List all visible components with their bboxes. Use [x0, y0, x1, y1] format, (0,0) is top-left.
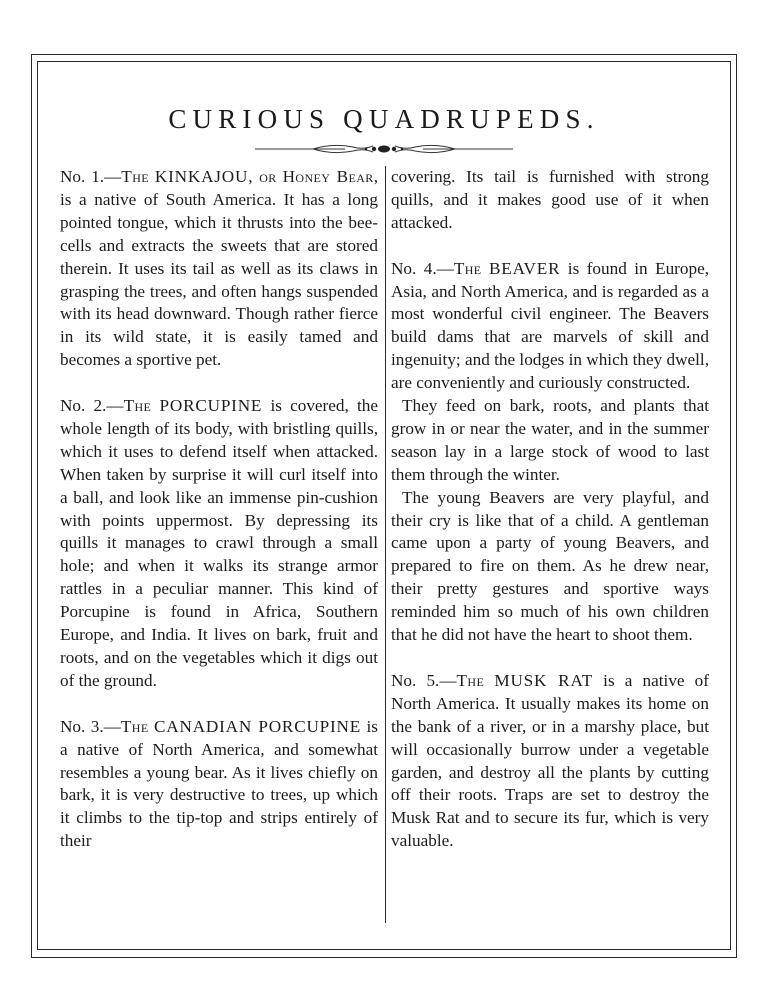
entry-text: is covered, the whole length of its body, with bristling quills, which it uses to defend itself when attacked. When taken by surprise it will curl itself into a ball, and look like an immense pin-cushion with points uppermost. By depressing its quills it manages to crawl through a small hole; and when it walks its strange armor rattles in a peculiar manner. This kind of Porcupine is found in Africa, Southern Europe, and India. It lives on bark, fruit and roots, and on the vegetables which it digs out of the ground.	[60, 396, 379, 690]
animal-name: PORCUPINE	[159, 396, 263, 416]
entry-paragraph: They feed on bark, roots, and plants that grow in or near the water, and in the summer season lay in a large stock of wood to last them through the winter.	[391, 396, 709, 484]
entry-text: , is a native of South America. It has a long pointed tongue, which it thrusts into the bee-cells and extracts the sweets that are stored therein. It uses its tail as well as its claws in grasping the trees, and often hangs suspended with its head downward. Though rather fierce in its wild state, it is easily tamed and becomes a sportive pet.	[60, 167, 378, 370]
entry-paragraph: The young Beavers are very playful, and their cry is like that of a child. A gentleman came upon a party of young Beavers, and prepared to fire on them. As he drew near, their pretty gestures and sportive ways reminded him so much of his own children that he did not have the heart to shoot them.	[391, 487, 709, 645]
animal-name: BEAVER	[489, 258, 561, 278]
entry-number: No. 4.—	[391, 258, 454, 278]
entry-beaver	[391, 258, 709, 647]
entry-kinkajou	[60, 166, 378, 372]
animal-name: CANADIAN PORCUPINE	[154, 716, 362, 736]
animal-name: KINKAJOU,	[154, 167, 254, 186]
entry-first-paragraph	[391, 258, 709, 395]
entry-text: is a native of North America. It usually makes its home on the bank of a river, or in a marshy place, but will occasionally burrow under a vegetable garden, and destroy all the plants by cutting off their roots. Traps are set to destroy the Musk Rat and to secure its fur, which is very valuable.	[391, 670, 709, 851]
entry-lead: The	[123, 396, 152, 416]
page-title: CURIOUS QUADRUPEDS.	[168, 104, 600, 134]
entry-alt-prefix: or	[259, 167, 277, 186]
entry-porcupine	[60, 395, 378, 693]
entry-canadian-porcupine	[60, 716, 378, 853]
entry-lead: The	[120, 716, 149, 736]
entry-number: No. 3.—	[60, 716, 121, 736]
entry-text: is found in Europe, Asia, and North America, and is regarded as a most wonderful civil engineer. The Beavers build dams that are marvels of skill and ingenuity; and the lodges in which they dwell, are conveniently and curiously constructed.	[391, 258, 709, 393]
entry-lead: The	[121, 167, 149, 186]
left-column	[60, 166, 378, 876]
animal-name: MUSK RAT	[494, 670, 594, 690]
column-divider	[385, 166, 386, 923]
entry-text: is a native of North America, and somewhat resembles a young bear. As it lives chiefly on bark, it is very destructive to trees, up which it climbs to the tip-top and strips entirely of their	[60, 716, 378, 851]
entry-number: No. 2.—	[60, 396, 124, 416]
entry-lead: The	[453, 258, 482, 278]
right-column	[391, 166, 709, 876]
animal-alt-name: Honey Bear	[282, 167, 374, 186]
entry-number: No. 1.—	[60, 167, 122, 186]
entry-musk-rat	[391, 670, 709, 853]
entry-lead: The	[456, 670, 485, 690]
entry-canadian-porcupine-continued: covering. Its tail is furnished with strong quills, and it makes good use of it when attacked.	[391, 167, 709, 232]
title-ornament-icon	[253, 141, 515, 157]
entry-number: No. 5.—	[391, 670, 457, 690]
